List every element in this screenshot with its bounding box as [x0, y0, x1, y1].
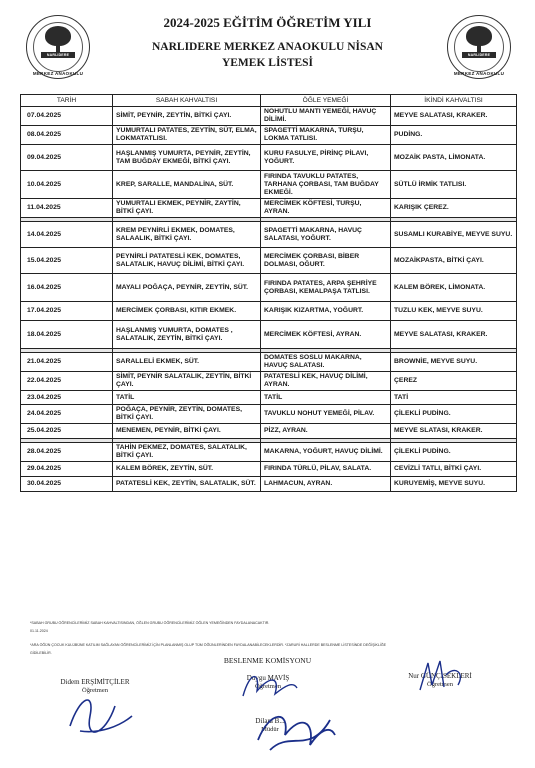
snack-cell: MEYVE SLATASI, KRAKER.	[391, 424, 517, 439]
lunch-cell: LAHMACUN, AYRAN.	[261, 477, 391, 492]
school-month-title: NARLIDERE MERKEZ ANAOKULU NİSAN	[152, 41, 383, 53]
menu-title: YEMEK LİSTESİ	[221, 57, 314, 69]
logo-band-text: NARLIDERE	[462, 52, 496, 58]
committee-title: BESLENME KOMİSYONU	[223, 656, 312, 665]
member-role: Öğretmen	[427, 681, 453, 688]
table-row	[21, 443, 517, 462]
date-cell: 14.04.2025	[21, 222, 113, 248]
snack-cell: KARIŞIK ÇEREZ.	[391, 199, 517, 218]
breakfast-cell: SİMİT, PEYNİR, ZEYTİN, BİTKİ ÇAYI.	[113, 107, 261, 126]
breakfast-cell: SARALLELİ EKMEK, SÜT.	[113, 353, 261, 372]
date-cell: 10.04.2025	[21, 171, 113, 199]
lunch-cell: TATİL	[261, 391, 391, 405]
breakfast-cell: KREM PEYNİRLİ EKMEK, DOMATES, SALAALIK, BİTKİ ÇAYI.	[113, 222, 261, 248]
snack-cell: TUZLU KEK, MEYVE SUYU.	[391, 302, 517, 321]
lunch-cell: NOHUTLU MANTI YEMEĞİ, HAVUÇ DİLİMİ.	[261, 107, 391, 126]
header-lunch: ÖĞLE YEMEĞİ	[261, 95, 391, 107]
footnote-groups: *SABAH GRUBU ÖĞRENCİLERİMİZ SABAH KAHVALTISINDAN, ÖĞLEN GRUBU ÖĞRENCİLERİMİZ ÖĞLEN YEMEĞİNDEN FAYDALANACAKTIR.	[30, 621, 270, 625]
table-header-row	[21, 95, 517, 107]
breakfast-cell: PATATESLİ KEK, ZEYTİN, SALATALIK, SÜT.	[113, 477, 261, 492]
handwritten-signature-1	[60, 686, 140, 738]
table-row	[21, 391, 517, 405]
footnote-snack-cont: GİDİLEBİLİR.	[30, 651, 52, 655]
table-row	[21, 107, 517, 126]
table-body	[21, 107, 517, 492]
date-cell: 18.04.2025	[21, 321, 113, 349]
breakfast-cell: KALEM BÖREK, ZEYTİN, SÜT.	[113, 462, 261, 477]
date-cell: 16.04.2025	[21, 274, 113, 302]
table-row	[21, 424, 517, 439]
breakfast-cell: KREP, SARALLE, MANDALİNA, SÜT.	[113, 171, 261, 199]
date-cell: 28.04.2025	[21, 443, 113, 462]
date-cell: 25.04.2025	[21, 424, 113, 439]
lunch-cell: SPAGETTİ MAKARNA, HAVUÇ SALATASI, YOĞURT.	[261, 222, 391, 248]
breakfast-cell: TATİL	[113, 391, 261, 405]
lunch-cell: MERCİMEK KÖFTESİ, TURŞU, AYRAN.	[261, 199, 391, 218]
lunch-cell: PİZZ, AYRAN.	[261, 424, 391, 439]
breakfast-cell: POĞAÇA, PEYNİR, ZEYTİN, DOMATES, BİTKİ ÇAYI.	[113, 405, 261, 424]
table-row	[21, 222, 517, 248]
breakfast-cell: TAHİN PEKMEZ, DOMATES, SALATALIK, BİTKİ ÇAYI.	[113, 443, 261, 462]
date-cell: 11.04.2025	[21, 199, 113, 218]
table-row	[21, 171, 517, 199]
table-row	[21, 372, 517, 391]
member-role: Öğretmen	[255, 683, 281, 690]
table-row	[21, 126, 517, 145]
header-breakfast: SABAH KAHVALTISI	[113, 95, 261, 107]
table-row	[21, 321, 517, 349]
lunch-cell: PATATESLİ KEK, HAVUÇ DİLİMİ, AYRAN.	[261, 372, 391, 391]
table-row	[21, 462, 517, 477]
date-cell: 24.04.2025	[21, 405, 113, 424]
table-row	[21, 405, 517, 424]
table-row	[21, 248, 517, 274]
table-row	[21, 302, 517, 321]
date-cell: 08.04.2025	[21, 126, 113, 145]
school-logo-left	[26, 15, 90, 79]
snack-cell: SÜTLÜ İRMİK TATLISI.	[391, 171, 517, 199]
header-date: TARİH	[21, 95, 113, 107]
school-logo-right	[447, 15, 511, 79]
lunch-cell: FIRINDA TÜRLÜ, PİLAV, SALATA.	[261, 462, 391, 477]
snack-cell: MOZAİKPASTA, BİTKİ ÇAYI.	[391, 248, 517, 274]
member-name: Nur GÜNÇİSEKLERİ	[408, 672, 472, 680]
snack-cell: SUSAMLI KURABİYE, MEYVE SUYU.	[391, 222, 517, 248]
date-cell: 09.04.2025	[21, 145, 113, 171]
snack-cell: ÇEREZ	[391, 372, 517, 391]
date-cell: 21.04.2025	[21, 353, 113, 372]
logo-band-text: NARLIDERE	[41, 52, 75, 58]
lunch-cell: TAVUKLU NOHUT YEMEĞİ, PİLAV.	[261, 405, 391, 424]
academic-year-title: 2024-2025 EĞİTİM ÖĞRETİM YILI	[163, 15, 372, 30]
logo-ring-text: MERKEZ ANAOKULU	[32, 71, 84, 76]
lunch-cell: FIRINDA PATATES, ARPA ŞEHRİYE ÇORBASI, KEMALPAŞA TATLISI.	[261, 274, 391, 302]
date-cell: 15.04.2025	[21, 248, 113, 274]
breakfast-cell: MENEMEN, PEYNİR, BİTKİ ÇAYI.	[113, 424, 261, 439]
snack-cell: MEYVE SALATASI, KRAKER.	[391, 321, 517, 349]
breakfast-cell: YUMURTALI EKMEK, PEYNİR, ZAYTİN, BİTKİ ÇAYI.	[113, 199, 261, 218]
snack-cell: KURUYEMİŞ, MEYVE SUYU.	[391, 477, 517, 492]
lunch-cell: MAKARNA, YOĞURT, HAVUÇ DİLİMİ.	[261, 443, 391, 462]
lunch-cell: FIRINDA TAVUKLU PATATES, TARHANA ÇORBASI, TAM BUĞDAY EKMEĞİ.	[261, 171, 391, 199]
date-cell: 17.04.2025	[21, 302, 113, 321]
footnote-snack: *ARA ÖĞÜN ÇOCUK KULÜBÜNE KATILIM SAĞLAYAN ÖĞRENCİLERİMİZ İÇİN PLANLANMIŞ OLUP TÜM ÖĞÜNLERİNDEN FAYDALANABİLECEKLERDİR. *ZARURİ HALLERDE BESLENME LİSTESİNDE DEĞİŞİKLİĞE	[30, 643, 387, 647]
logo-ring-text: MERKEZ ANAOKULU	[453, 71, 505, 76]
member-role: Öğretmen	[82, 687, 108, 694]
snack-cell: PUDİNG.	[391, 126, 517, 145]
member-name: Duygu MAVİŞ	[246, 674, 290, 682]
snack-cell: MEYVE SALATASI, KRAKER.	[391, 107, 517, 126]
table-row	[21, 199, 517, 218]
handwritten-signature-principal	[250, 700, 340, 760]
breakfast-cell: PEYNİRLİ PATATESLİ KEK, DOMATES, SALATALIK, HAVUÇ DİLİMİ, BİTKİ ÇAYI.	[113, 248, 261, 274]
member-role: Müdür	[261, 726, 279, 733]
table-row	[21, 477, 517, 492]
lunch-cell: MERCİMEK ÇORBASI, BİBER DOLMASI, OĞURT.	[261, 248, 391, 274]
lunch-cell: SPAGETTİ MAKARNA, TURŞU, LOKMA TATLISI.	[261, 126, 391, 145]
meal-menu-table	[20, 94, 517, 492]
lunch-cell: KURU FASULYE, PİRİNÇ PİLAVI, YOĞURT.	[261, 145, 391, 171]
breakfast-cell: SİMİT, PEYNİR SALATALIK, ZEYTİN, BİTKİ ÇAYI.	[113, 372, 261, 391]
table-row	[21, 274, 517, 302]
header-afternoon-snack: İKİNDİ KAHVALTISI	[391, 95, 517, 107]
member-name: Didem ERŞİMİTÇİLER	[60, 678, 130, 686]
lunch-cell: MERCİMEK KÖFTESİ, AYRAN.	[261, 321, 391, 349]
date-cell: 23.04.2025	[21, 391, 113, 405]
lunch-cell: DOMATES SOSLU MAKARNA, HAVUÇ SALATASI.	[261, 353, 391, 372]
footnote-date: 01.11.2024	[30, 629, 48, 633]
table-row	[21, 145, 517, 171]
breakfast-cell: HAŞLANMIŞ YUMURTA, PEYNİR, ZEYTİN, TAM BUĞDAY EKMEĞİ, BİTKİ ÇAYI.	[113, 145, 261, 171]
handwritten-signature-3	[410, 655, 470, 697]
snack-cell: TATİ	[391, 391, 517, 405]
lunch-cell: KARIŞIK KIZARTMA, YOĞURT.	[261, 302, 391, 321]
breakfast-cell: MERCİMEK ÇORBASI, KITIR EKMEK.	[113, 302, 261, 321]
breakfast-cell: MAYALI POĞAÇA, PEYNİR, ZEYTİN, SÜT.	[113, 274, 261, 302]
snack-cell: CEVİZLİ TATLI, BİTKİ ÇAYI.	[391, 462, 517, 477]
snack-cell: BROWNİE, MEYVE SUYU.	[391, 353, 517, 372]
date-cell: 30.04.2025	[21, 477, 113, 492]
snack-cell: MOZAİK PASTA, LİMONATA.	[391, 145, 517, 171]
breakfast-cell: HAŞLANMIŞ YUMURTA, DOMATES , SALATALIK, ZEYTİN, BİTKİ ÇAYI.	[113, 321, 261, 349]
date-cell: 07.04.2025	[21, 107, 113, 126]
member-name: Dilara B...	[255, 717, 285, 725]
table-row	[21, 353, 517, 372]
date-cell: 22.04.2025	[21, 372, 113, 391]
snack-cell: ÇİLEKLİ PUDİNG.	[391, 443, 517, 462]
breakfast-cell: YUMURTALI PATATES, ZEYTİN, SÜT, ELMA, LOKMATATLISI.	[113, 126, 261, 145]
snack-cell: ÇİLEKLİ PUDİNG.	[391, 405, 517, 424]
date-cell: 29.04.2025	[21, 462, 113, 477]
snack-cell: KALEM BÖREK, LİMONATA.	[391, 274, 517, 302]
